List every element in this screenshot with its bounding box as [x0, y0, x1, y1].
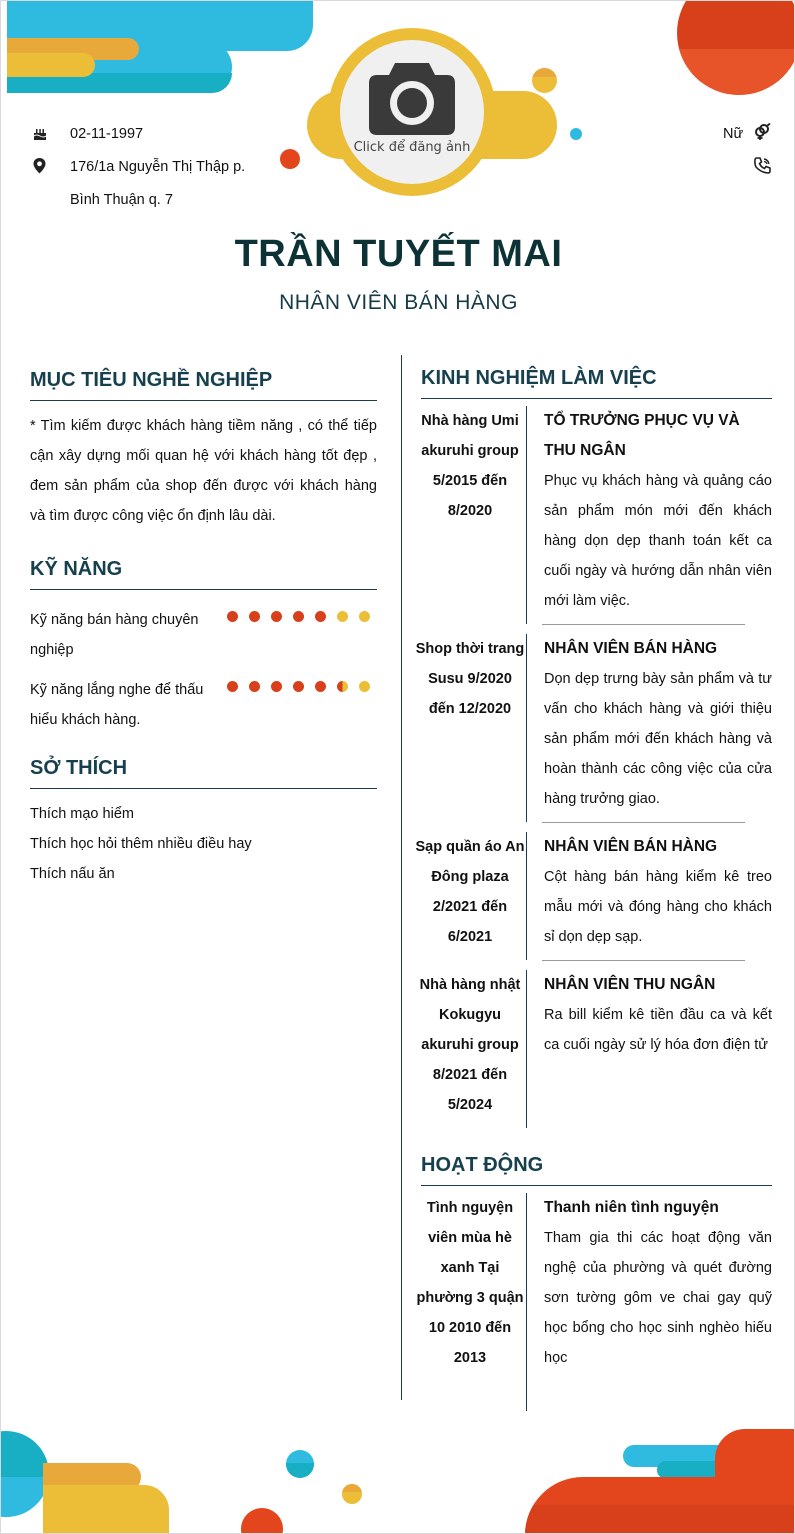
skill-rating-dot — [249, 681, 260, 692]
avatar-upload-label[interactable]: Click để đăng ảnh — [353, 140, 471, 155]
experience-company: Sạp quần áo An Đông plaza 2/2021 đến 6/2021 — [415, 839, 525, 945]
hobbies-title: SỞ THÍCH — [30, 757, 377, 789]
skill-rating-dot — [227, 611, 238, 622]
skill-rating-dot — [337, 681, 348, 692]
column-divider — [401, 355, 402, 1400]
decor-circle-red — [677, 0, 795, 95]
decor-blob-yellow — [7, 53, 95, 77]
activity-organization: Tình nguyện viên mùa hè xanh Tại phường 3 quận 10 2010 đến 2013 — [416, 1200, 524, 1366]
skill-rating-dot — [249, 611, 260, 622]
skill-rating — [227, 611, 377, 623]
gender-icon — [754, 123, 771, 140]
experience-company: Nhà hàng Umi akuruhi group 5/2015 đến 8/2020 — [421, 413, 519, 519]
candidate-job-title: NHÂN VIÊN BÁN HÀNG — [279, 291, 518, 314]
skill-rating-dot — [359, 681, 370, 692]
experience-role: TỔ TRƯỞNG PHỤC VỤ VÀ THU NGÂN — [544, 412, 740, 459]
experience-title: KINH NGHIỆM LÀM VIỆC — [421, 367, 772, 399]
experience-description: Ra bill kiểm kê tiền đầu ca và kết ca cuối ngày sử lý hóa đơn điện tử — [544, 1007, 772, 1053]
experience-company: Nhà hàng nhật Kokugyu akuruhi group 8/2021 đến 5/2024 — [419, 977, 521, 1113]
experience-description: Dọn dẹp trưng bày sản phẩm và tư vấn cho khách hàng và giới thiệu sản phẩm mới đến khách hàng và hoàn thành các công việc của cửa hàng trưởng giao. — [544, 671, 772, 807]
experience-separator — [526, 832, 527, 960]
location-pin-icon — [33, 158, 46, 174]
phone-icon — [754, 157, 771, 174]
skill-rating-dot — [271, 611, 282, 622]
objective-text: * Tìm kiếm được khách hàng tiềm năng , có thể tiếp cận xây dựng mối quan hệ với khách hàng tốt đẹp , đem sản phẩm của shop đến được với khách hàng và tìm được công việc ổn định lâu dài. — [30, 418, 377, 524]
hobby-item: Thích học hỏi thêm nhiều điều hay — [30, 836, 252, 852]
objective-title: MỤC TIÊU NGHỀ NGHIỆP — [30, 369, 377, 401]
decor-dot-bottom-yellow — [342, 1484, 362, 1504]
decor-blob-br-red-main — [525, 1477, 795, 1534]
experience-role: NHÂN VIÊN THU NGÂN — [544, 976, 716, 993]
skill-rating-dot — [337, 611, 348, 622]
birthday-text: 02-11-1997 — [70, 126, 144, 142]
address-line-1: 176/1a Nguyễn Thị Thập p. — [70, 159, 246, 175]
experience-divider — [542, 822, 745, 823]
hobby-item: Thích nấu ăn — [30, 866, 115, 882]
experience-role: NHÂN VIÊN BÁN HÀNG — [544, 838, 718, 855]
activity-role: Thanh niên tình nguyện — [544, 1199, 719, 1216]
activity-separator — [526, 1193, 527, 1411]
camera-icon[interactable] — [367, 57, 457, 137]
candidate-name: TRẦN TUYẾT MAI — [234, 233, 563, 275]
decor-circle-teal — [0, 1431, 49, 1517]
decor-dot-bottom-red — [241, 1508, 283, 1534]
skill-name: Kỹ năng lắng nghe để thấu hiểu khách hàng. — [30, 682, 204, 728]
skill-rating — [227, 681, 377, 693]
decor-dot-yellow-small — [532, 68, 557, 93]
experience-description: Cột hàng bán hàng kiểm kê treo mẫu mới và đóng hàng cho khách sỉ dọn dẹp sạp. — [544, 869, 772, 945]
decor-dot-orange-small — [280, 149, 300, 169]
address-line-2: Bình Thuận q. 7 — [70, 192, 173, 208]
birthday-cake-icon — [33, 126, 47, 141]
skill-rating-dot — [293, 681, 304, 692]
hobby-item: Thích mạo hiểm — [30, 806, 134, 822]
decor-blob-bottom-yellow — [43, 1485, 169, 1534]
skill-rating-dot — [293, 611, 304, 622]
skills-title: KỸ NĂNG — [30, 558, 377, 590]
experience-divider — [542, 960, 745, 961]
decor-dot-blue-small — [570, 128, 582, 140]
experience-separator — [526, 634, 527, 822]
skill-rating-dot — [359, 611, 370, 622]
activity-description: Tham gia thi các hoạt động văn nghệ của phường và quét đường sơn tường gôm ve chai gay quỹ học bổng cho học sinh nghèo hiếu học — [544, 1230, 772, 1366]
decor-dot-bottom-blue — [286, 1450, 314, 1478]
skill-rating-dot — [315, 681, 326, 692]
experience-role: NHÂN VIÊN BÁN HÀNG — [544, 640, 718, 657]
experience-separator — [526, 970, 527, 1128]
experience-description: Phục vụ khách hàng và quảng cáo sản phẩm món mới đến khách hàng dọn dẹp thanh toán kết ca cuối ngày và hướng dẫn nhân viên mới làm việc. — [544, 473, 772, 609]
skill-rating-dot — [227, 681, 238, 692]
gender-text: Nữ — [723, 126, 744, 142]
skill-rating-dot — [315, 611, 326, 622]
activities-title: HOẠT ĐỘNG — [421, 1154, 772, 1186]
experience-separator — [526, 406, 527, 624]
experience-company: Shop thời trang Susu 9/2020 đến 12/2020 — [415, 641, 525, 717]
skill-rating-dot — [271, 681, 282, 692]
skill-name: Kỹ năng bán hàng chuyên nghiệp — [30, 612, 199, 658]
experience-divider — [542, 624, 745, 625]
